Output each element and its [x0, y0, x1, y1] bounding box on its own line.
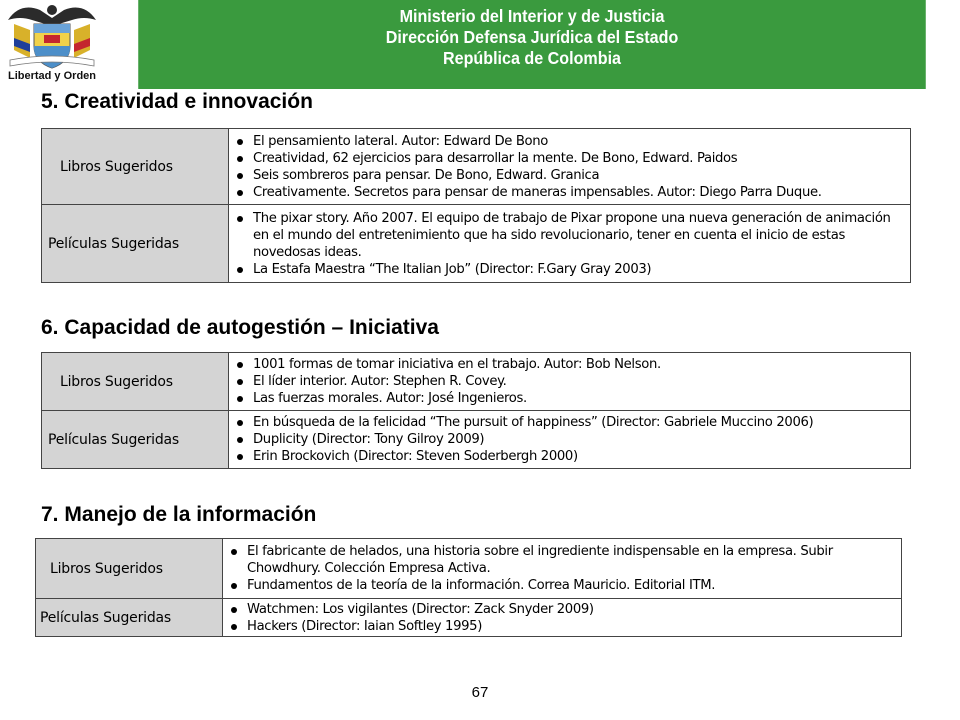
banner-line-direction: Dirección Defensa Jurídica del Estado [385, 27, 679, 47]
list-item: El pensamiento lateral. Autor: Edward De Bono [233, 133, 906, 150]
row-items [229, 411, 911, 469]
banner-line-country: República de Colombia [442, 48, 622, 68]
row-label-peliculas: Películas Sugeridas [36, 599, 223, 637]
list-item: Erin Brockovich (Director: Steven Soderbergh 2000) [233, 448, 906, 465]
section-table-informacion [35, 538, 902, 637]
section-title-informacion: 7. Manejo de la información [41, 503, 317, 526]
list-item: Fundamentos de la teoría de la información. Correa Mauricio. Editorial ITM. [227, 577, 897, 594]
table-row [42, 353, 911, 411]
section-title-autogestion: 6. Capacidad de autogestión – Iniciativa [41, 316, 439, 339]
ministry-banner [138, 0, 926, 89]
coat-of-arms-logo [0, 0, 104, 92]
list-item: Creativamente. Secretos para pensar de maneras impensables. Autor: Diego Parra Duque. [233, 184, 906, 201]
list-item: Duplicity (Director: Tony Gilroy 2009) [233, 431, 906, 448]
list-item: En búsqueda de la felicidad “The pursuit of happiness” (Director: Gabriele Muccino 2006) [233, 414, 906, 431]
row-items [229, 129, 911, 205]
table-row [42, 205, 911, 283]
list-item: Creatividad, 62 ejercicios para desarrollar la mente. De Bono, Edward. Paidos [233, 150, 906, 167]
banner-line-ministry: Ministerio del Interior y de Justicia [399, 6, 665, 26]
page-number: 67 [471, 684, 489, 701]
section-table-autogestion [41, 352, 911, 469]
list-item: Seis sombreros para pensar. De Bono, Edward. Granica [233, 167, 906, 184]
row-items [223, 599, 902, 637]
list-item: 1001 formas de tomar iniciativa en el trabajo. Autor: Bob Nelson. [233, 356, 906, 373]
table-row [36, 599, 902, 637]
logo-motto: Libertad y Orden [7, 70, 97, 82]
row-label-peliculas: Películas Sugeridas [42, 205, 229, 283]
list-item: El líder interior. Autor: Stephen R. Covey. [233, 373, 906, 390]
section-title-creatividad: 5. Creatividad e innovación [41, 90, 313, 113]
row-items [229, 205, 911, 283]
row-items [229, 353, 911, 411]
row-label-libros: Libros Sugeridos [42, 129, 229, 205]
table-row [42, 411, 911, 469]
section-table-creatividad [41, 128, 911, 283]
list-item: Las fuerzas morales. Autor: José Ingenieros. [233, 390, 906, 407]
table-row [36, 539, 902, 599]
list-item: Hackers (Director: Iaian Softley 1995) [227, 618, 897, 635]
row-label-peliculas: Películas Sugeridas [42, 411, 229, 469]
list-item: La Estafa Maestra “The Italian Job” (Director: F.Gary Gray 2003) [233, 261, 906, 278]
list-item: The pixar story. Año 2007. El equipo de trabajo de Pixar propone una nueva generación de animación en el mundo del entretenimiento que ha sido revolucionario, tener en cuenta el inicio de estas novedosas ideas. [233, 210, 906, 261]
row-label-libros: Libros Sugeridos [36, 539, 223, 599]
list-item: El fabricante de helados, una historia sobre el ingrediente indispensable en la empresa. Subir Chowdhury. Colección Empresa Activa. [227, 543, 897, 577]
coat-of-arms-icon [0, 0, 104, 70]
row-items [223, 539, 902, 599]
list-item: Watchmen: Los vigilantes (Director: Zack Snyder 2009) [227, 601, 897, 618]
table-row [42, 129, 911, 205]
row-label-libros: Libros Sugeridos [42, 353, 229, 411]
